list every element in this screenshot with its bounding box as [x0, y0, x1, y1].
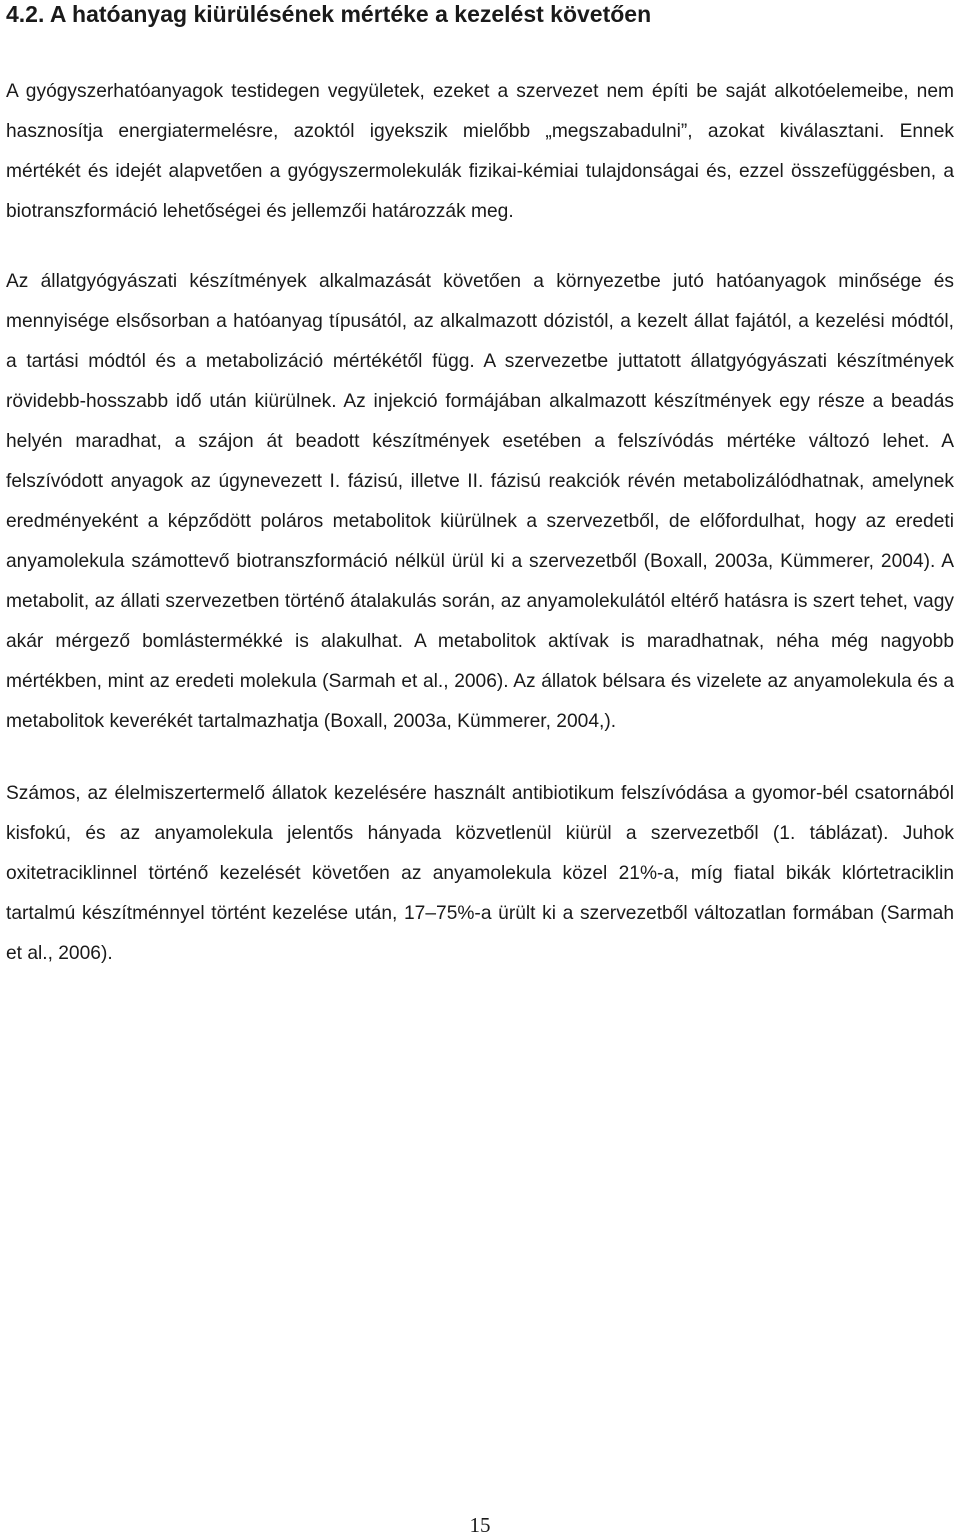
paragraph-intro: A gyógyszerhatóanyagok testidegen vegyületek, ezeket a szervezet nem építi be saját alkotóelemeibe, nem hasznosítja energiatermelésre, azoktól igyekszik mielőbb „megszabadulni”, azokat kiválasztani. Ennek mértékét és idejét alapvetően a gyógyszermolekulák fizikai-kémiai tulajdonságai és, ezzel összefüggésben, a biotranszformáció lehetőségei és jellemzői határozzák meg. — [6, 81, 954, 222]
page-number: 15 — [469, 1513, 491, 1537]
paragraph-antibiotics: Számos, az élelmiszertermelő állatok kezelésére használt antibiotikum felszívódása a gyomor-bél csatornából kisfokú, és az anyamolekula jelentős hányada közvetlenül kiürül a szervezetből (1. táblázat). Juhok oxitetraciklinnel történő kezelését követően az anyamolekula közel 21%-a, míg fiatal bikák klórtetraciklin tartalmú készítménnyel történt kezelése után, 17–75%-a ürült ki a szervezetből változatlan formában (Sarmah et al., 2006). — [6, 783, 954, 964]
document-page — [6, 0, 954, 974]
paragraph-veterinary-products: Az állatgyógyászati készítmények alkalmazását követően a környezetbe jutó hatóanyagok minősége és mennyisége elsősorban a hatóanyag típusától, az alkalmazott dózistól, a kezelt állat fajától, a kezelési módtól, a tartási módtól és a metabolizáció mértékétől függ. A szervezetbe juttatott állatgyógyászati készítmények rövidebb-hosszabb idő után kiürülnek. Az injekció formájában alkalmazott készítmények egy része a beadás helyén maradhat, a szájon át beadott készítmények esetében a felszívódás mértéke változó lehet. A felszívódott anyagok az úgynevezett I. fázisú, illetve II. fázisú reakciók révén metabolizálódhatnak, amelynek eredményeként a képződött poláros metabolitok kiürülnek a szervezetből, de előfordulhat, hogy az eredeti anyamolekula számottevő biotranszformáció nélkül ürül ki a szervezetből (Boxall, 2003a, Kümmerer, 2004). A metabolit, az állati szervezetben történő átalakulás során, az anyamolekulától eltérő hatásra is szert tehet, vagy akár mérgező bomlástermékké is alakulhat. A metabolitok aktívak is maradhatnak, néha még nagyobb mértékben, mint az eredeti molekula (Sarmah et al., 2006). Az állatok bélsara és vizelete az anyamolekula és a metabolitok keverékét tartalmazhatja (Boxall, 2003a, Kümmerer, 2004,). — [6, 271, 954, 732]
section-heading: 4.2. A hatóanyag kiürülésének mértéke a kezelést követően — [6, 1, 652, 27]
